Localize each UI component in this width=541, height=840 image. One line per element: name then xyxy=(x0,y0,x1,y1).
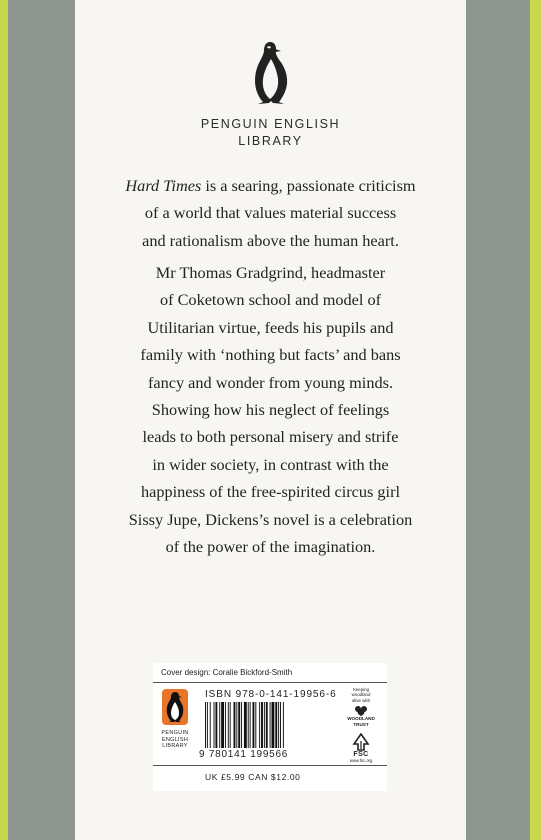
fsc-tree-icon xyxy=(351,733,371,751)
blurb-line: family with ‘nothing but facts’ and bans xyxy=(140,345,401,365)
small-imprint-line: ENGLISH xyxy=(161,736,189,743)
left-grey-band xyxy=(8,0,75,840)
blurb-line xyxy=(75,172,466,199)
blurb-line: of a world that values material success xyxy=(144,203,397,223)
woodland-trust-line: TRUST xyxy=(353,721,369,727)
woodland-trust-line: WOODLAND xyxy=(347,716,375,722)
barcode-box xyxy=(153,663,387,791)
penguin-logo-icon xyxy=(253,40,289,106)
blurb-line: fancy and wonder from young minds. xyxy=(147,372,394,392)
imprint-line-1: PENGUIN ENGLISH xyxy=(200,117,341,131)
barcode-digits: 9 780141 199566 xyxy=(199,749,289,760)
publisher-logo xyxy=(75,40,466,150)
blurb-line: leads to both personal misery and strife xyxy=(142,427,399,447)
fsc-label: FSC xyxy=(353,751,369,759)
woodland-trust-icon xyxy=(354,705,368,716)
blurb-line: Mr Thomas Gradgrind, headmaster xyxy=(155,263,386,282)
blurb-line: and rationalism above the human heart. xyxy=(142,230,399,250)
book-title: Hard Times xyxy=(125,176,202,195)
fsc-url: www.fsc.org xyxy=(349,758,373,764)
small-imprint-line: PENGUIN xyxy=(161,730,189,736)
barcode-bars xyxy=(205,702,317,748)
blurb-line: of Coketown school and model of xyxy=(159,290,382,310)
right-grey-band xyxy=(466,0,530,840)
blurb-paragraph-1 xyxy=(75,172,466,254)
certification-column xyxy=(337,687,385,763)
penguin-small-icon xyxy=(162,689,188,725)
blurb-line: in wider society, in contrast with the xyxy=(152,454,389,474)
cover-design-credit: Cover design: Coralie Bickford-Smith xyxy=(161,668,293,677)
blurb-line: of the power of the imagination. xyxy=(165,537,376,557)
barcode-frame xyxy=(153,682,387,766)
imprint-line-2: LIBRARY xyxy=(238,134,303,148)
woodland-note-line: Keeping xyxy=(352,687,370,692)
blurb-line: Utilitarian virtue, feeds his pupils and xyxy=(147,317,394,337)
small-imprint-line: LIBRARY xyxy=(162,743,188,750)
price-text: UK £5.99 CAN $12.00 xyxy=(205,772,301,782)
isbn-text: ISBN 978-0-141-19956-6 xyxy=(205,689,337,700)
blurb-paragraph-2 xyxy=(75,259,466,560)
woodland-trust-label xyxy=(337,716,385,727)
left-lime-edge xyxy=(0,0,8,840)
right-lime-edge xyxy=(530,0,541,840)
blurb-line: Showing how his neglect of feelings xyxy=(151,400,390,420)
back-cover-panel xyxy=(75,0,466,840)
blurb-line: Sissy Jupe, Dickens’s novel is a celebration xyxy=(128,509,413,529)
woodland-note xyxy=(337,687,385,703)
blurb-line: happiness of the free-spirited circus girl xyxy=(140,482,401,502)
woodland-note-line: alive with xyxy=(351,697,371,703)
woodland-note-line: woodland xyxy=(351,692,371,698)
small-imprint xyxy=(155,730,195,750)
blurb-text: is a searing, passionate criticism xyxy=(201,176,416,195)
